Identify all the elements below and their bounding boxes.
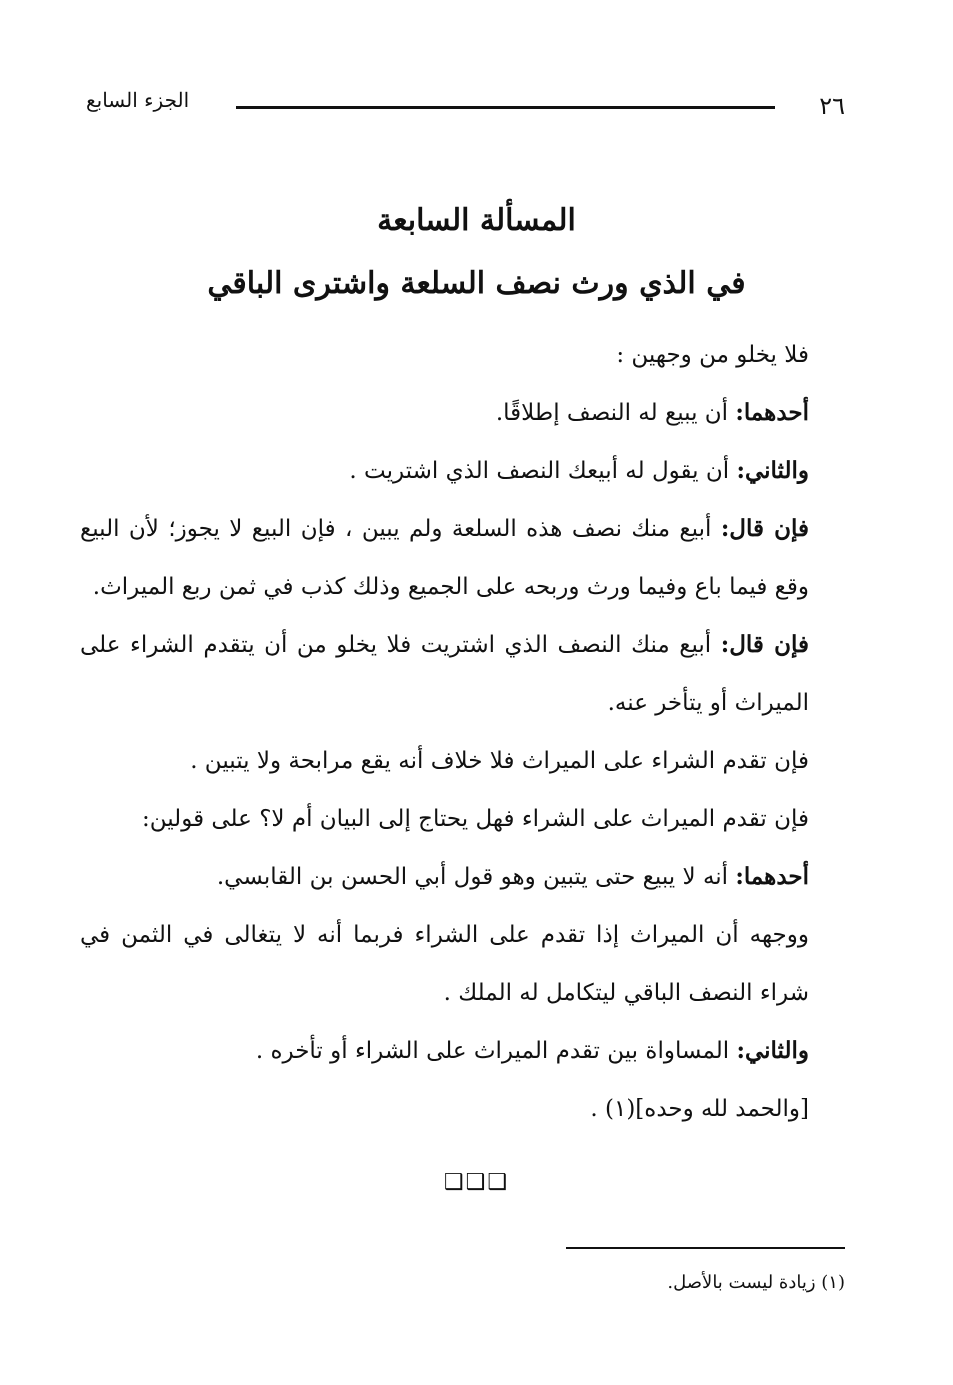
header-rule <box>236 106 775 109</box>
paragraph-1: فلا يخلو من وجهين : <box>616 342 809 368</box>
paragraph-4: فإن قال: أبيع منك نصف هذه السلعة ولم يبين ، فإن البيع لا يجوز؛ لأن البيع وقع فيما باع وفيما ورث وربحه على الجميع وذلك كذب في ثمن ربع الميراث. <box>80 515 810 600</box>
section-end-ornament: ❑❑❑ <box>443 1170 510 1195</box>
footnote: (١) زيادة ليست بالأصل. <box>667 1272 845 1293</box>
running-title: الجزء السابع <box>86 88 190 112</box>
body-text <box>80 326 845 1138</box>
paragraph-11: [والحمد لله وحده](١) . <box>590 1096 809 1122</box>
paragraph-3: والثاني: أن يقول له أبيعك النصف الذي اشتريت . <box>349 457 809 484</box>
paragraph-10: والثاني: المساواة بين تقدم الميراث على الشراء أو تأخره . <box>255 1037 809 1064</box>
section-subtitle: في الذي ورث نصف السلعة واشترى الباقي <box>207 266 746 301</box>
section-title: المسألة السابعة <box>377 203 576 238</box>
paragraph-8: أحدهما: أنه لا يبيع حتى يتبين وهو قول أبي الحسن بن القابسي. <box>216 863 809 890</box>
footnote-rule <box>566 1247 845 1249</box>
paragraph-6: فإن تقدم الشراء على الميراث فلا خلاف أنه يقع مرابحة ولا يتبين . <box>190 748 809 774</box>
paragraph-5: فإن قال: أبيع منك النصف الذي اشتريت فلا يخلو من أن يتقدم الشراء على الميراث أو يتأخر عنه. <box>80 631 810 716</box>
paragraph-2: أحدهما: أن يبيع له النصف إطلاقًا. <box>495 399 809 426</box>
paragraph-7: فإن تقدم الميراث على الشراء فهل يحتاج إلى البيان أم لا؟ على قولين: <box>141 806 809 832</box>
paragraph-9: ووجهه أن الميراث إذا تقدم على الشراء فربما أنه لا يتغالى في الثمن في شراء النصف الباقي ليتكامل له الملك . <box>80 922 809 1006</box>
page-number: ٢٦ <box>819 92 845 120</box>
